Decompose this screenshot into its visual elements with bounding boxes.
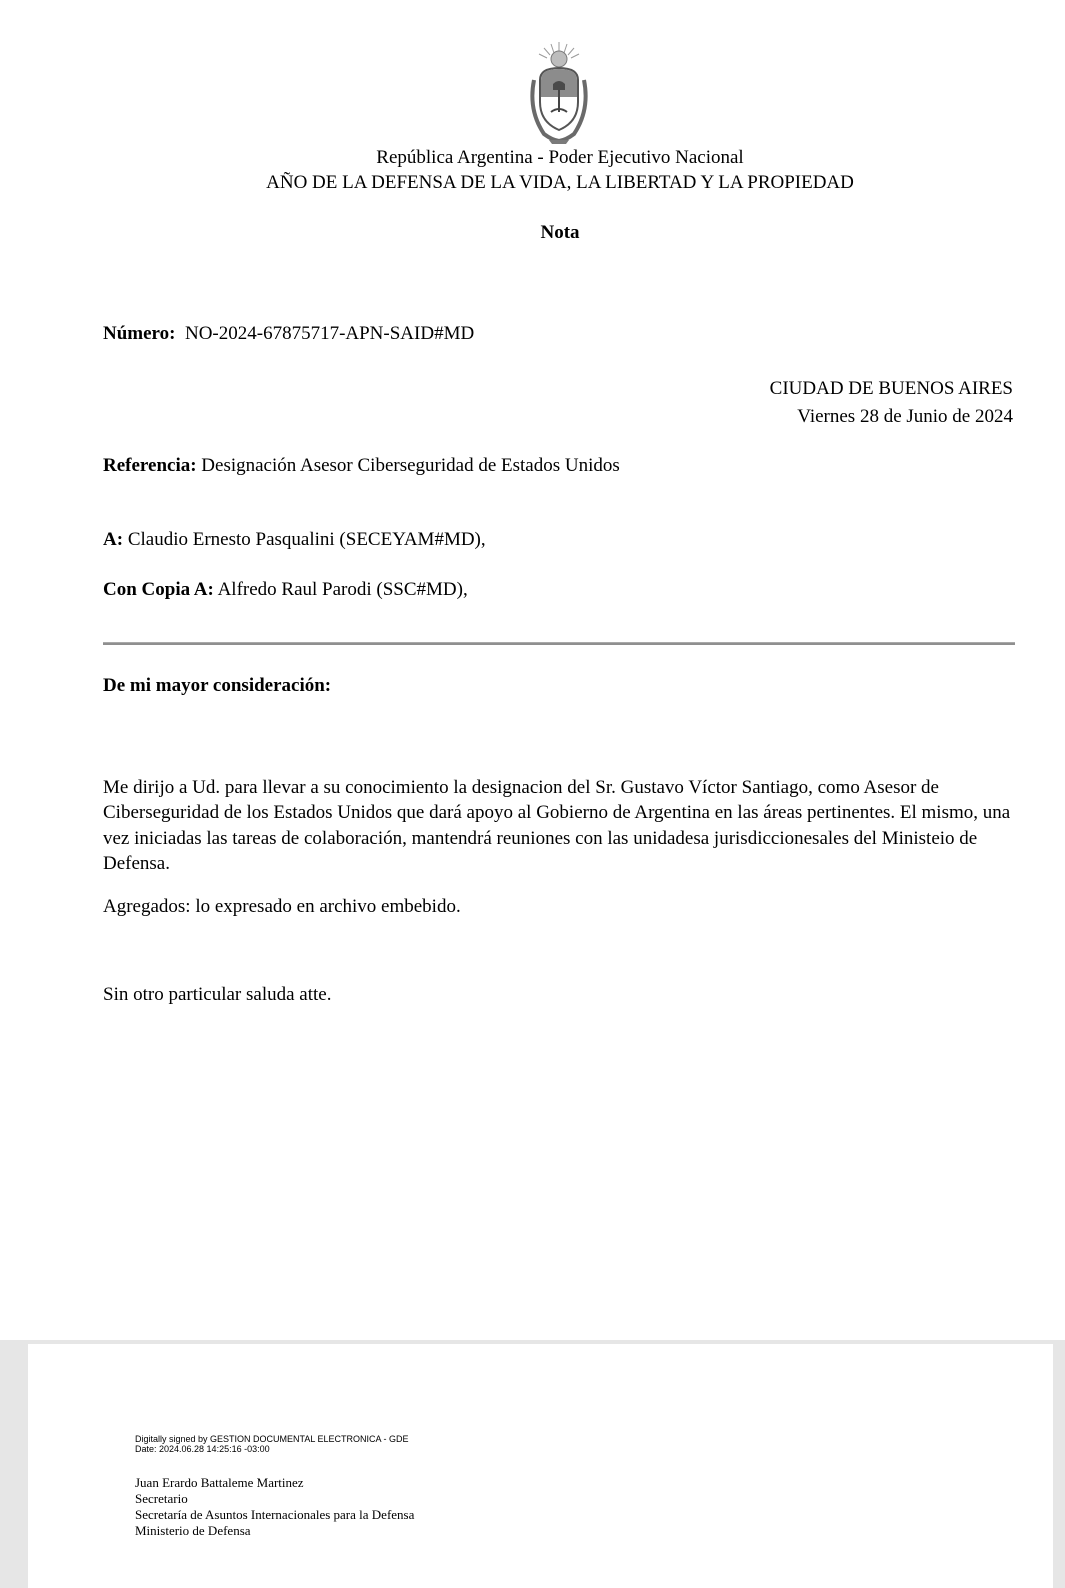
cc-line (103, 579, 468, 601)
body-paragraph: Me dirijo a Ud. para llevar a su conocimiento la designacion del Sr. Gustavo Víctor Santiago, como Asesor de Ciberseguridad de los Estados Unidos que dará apoyo al Gobierno de Argentina en las áreas pertinentes. El mismo, una vez iniciadas las tareas de colaboración, mantendrá reuniones con las unidadesa jurisdiccionesales del Ministeio de Defensa. (103, 777, 1011, 874)
header-divider (103, 642, 1015, 645)
signature-area (0, 1340, 1065, 1588)
closing-line: Sin otro particular saluda atte. (103, 984, 332, 1005)
issue-date: Viernes 28 de Junio de 2024 (797, 406, 1013, 427)
digital-signature-date: Date: 2024.06.28 14:25:16 -03:00 (135, 1443, 270, 1454)
document-type-title: Nota (540, 222, 580, 243)
cc-label: Con Copia A: (103, 579, 214, 600)
digital-signature-stamp (135, 1435, 409, 1454)
signer-ministry: Ministerio de Defensa (135, 1523, 251, 1538)
recipient-line (103, 529, 486, 551)
year-motto: AÑO DE LA DEFENSA DE LA VIDA, LA LIBERTAD Y LA PROPIEDAD (266, 172, 854, 193)
reference-line (103, 455, 620, 477)
signer-office: Secretaría de Asuntos Internacionales para la Defensa (135, 1507, 415, 1522)
reference-value: Designación Asesor Ciberseguridad de Estados Unidos (201, 455, 620, 476)
cc-value: Alfredo Raul Parodi (SSC#MD), (217, 579, 468, 600)
reference-label: Referencia: (103, 455, 197, 476)
document-number-label: Número: (103, 323, 176, 344)
issuer-heading: República Argentina - Poder Ejecutivo Nacional (376, 147, 744, 168)
document-number (103, 323, 474, 345)
digital-signature-signer: Digitally signed by GESTION DOCUMENTAL ELECTRONICA - GDE (135, 1434, 409, 1444)
coat-of-arms-icon (524, 40, 594, 146)
recipient-label: A: (103, 529, 124, 550)
recipient-value: Claudio Ernesto Pasqualini (SECEYAM#MD), (127, 529, 486, 550)
greeting: De mi mayor consideración: (103, 675, 332, 696)
document-number-value: NO-2024-67875717-APN-SAID#MD (184, 323, 475, 344)
signer-title: Secretario (135, 1491, 188, 1506)
attachments-note: Agregados: lo expresado en archivo embebido. (103, 896, 461, 917)
signature-panel (28, 1344, 1053, 1588)
signer-block (135, 1475, 414, 1539)
issue-city: CIUDAD DE BUENOS AIRES (769, 378, 1013, 399)
signer-name: Juan Erardo Battaleme Martinez (135, 1475, 304, 1490)
